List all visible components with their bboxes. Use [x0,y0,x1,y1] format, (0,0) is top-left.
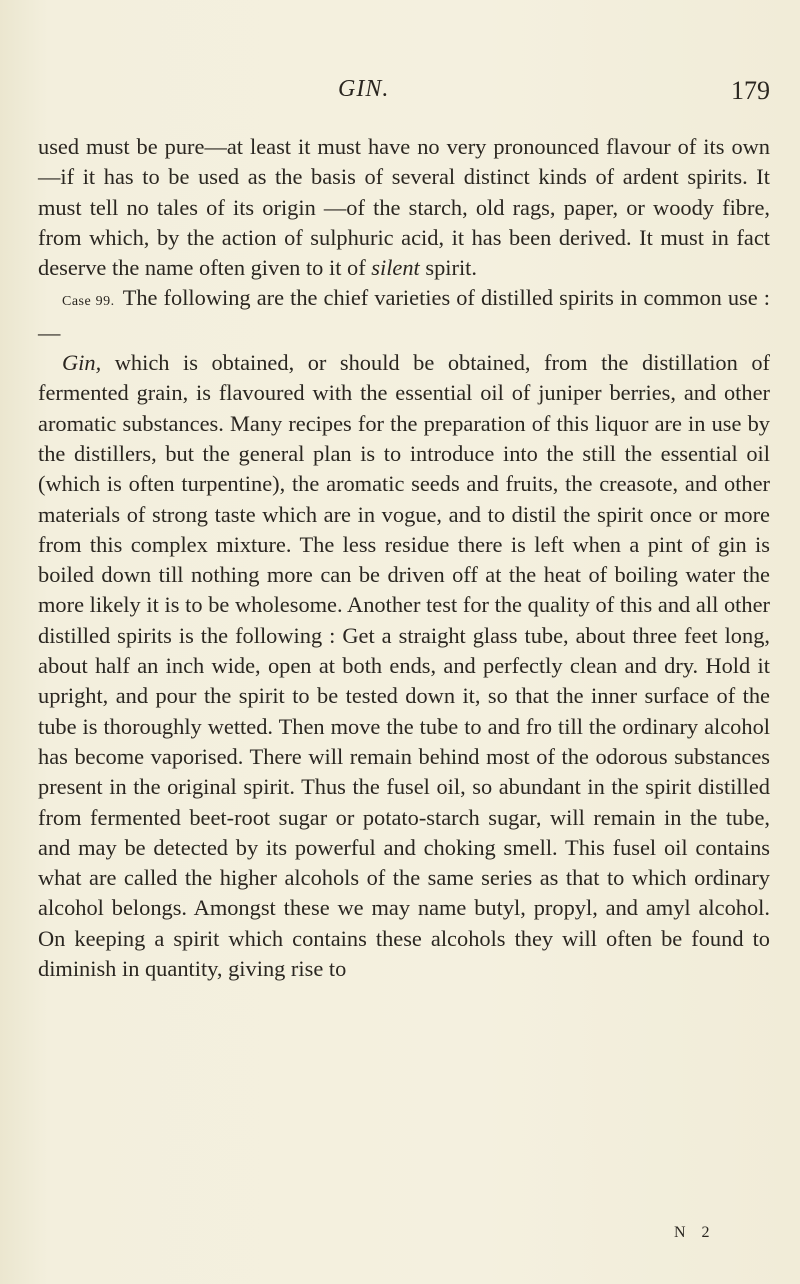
paragraph-text: which is obtained, or should be obtained, from the distillation of fermented grain, is flavoured with the essential oil of juniper berries, and other aromatic substances. Many recipes for the preparation of this liquor are in use by the distillers, but the general plan is to introduce into the still the essential oil (which is often turpentine), the aromatic seeds and fruits, the creasote, and other materials of strong taste which are in vogue, and to distil the spirit once or more from this complex mixture. The less residue there is left when a pint of gin is boiled down till nothing more can be driven off at the heat of boiling water the more likely it is to be wholesome. Another test for the quality of this and all other distilled spirits is the following : Get a straight glass tube, about three feet long, about half an inch wide, open at both ends, and perfectly clean and dry. Hold it upright, and pour the spirit to be tested down it, so that the inner surface of the tube is thoroughly wetted. Then move the tube to and fro till the ordinary alcohol has become vaporised. There will remain behind most of the odorous substances present in the original spirit. Thus the fusel oil, so abundant in the spirit distilled from fermented beet-root sugar or potato-starch sugar, will remain in the tube, and may be detected by its powerful and choking smell. This fusel oil contains what are called the higher alcohols of the same series as that to which ordinary alcohol belongs. Amongst these we may name butyl, propyl, and amyl alcohol. On keeping a spirit which contains these alcohols they will often be found to diminish in quantity, giving rise to [38,350,770,982]
paragraph-text-end: spirit. [419,255,478,281]
italic-term-silent: silent [371,255,420,281]
page-number: 179 [731,76,770,105]
paragraph-case-99 [38,283,770,348]
running-title: GIN. [338,76,390,102]
case-label: Case 99. [62,294,115,310]
paragraph-text: The following are the chief varieties of distilled spirits in common use :— [38,285,770,345]
paragraph-continuation [38,132,770,283]
signature-mark: N 2 [674,1224,716,1241]
paragraph-gin [38,348,770,984]
paragraph-text: used must be pure—at least it must have no very pronounced flavour of its own—if it has to be used as the basis of several distinct kinds of ardent spirits. It must tell no tales of its origin —of the starch, old rags, paper, or woody fibre, from which, by the action of sulphuric acid, it has been derived. It must in fact deserve the name often given to it of [38,134,770,281]
running-head [0,72,800,112]
body-text [38,132,770,984]
italic-term-gin: Gin, [62,350,102,376]
